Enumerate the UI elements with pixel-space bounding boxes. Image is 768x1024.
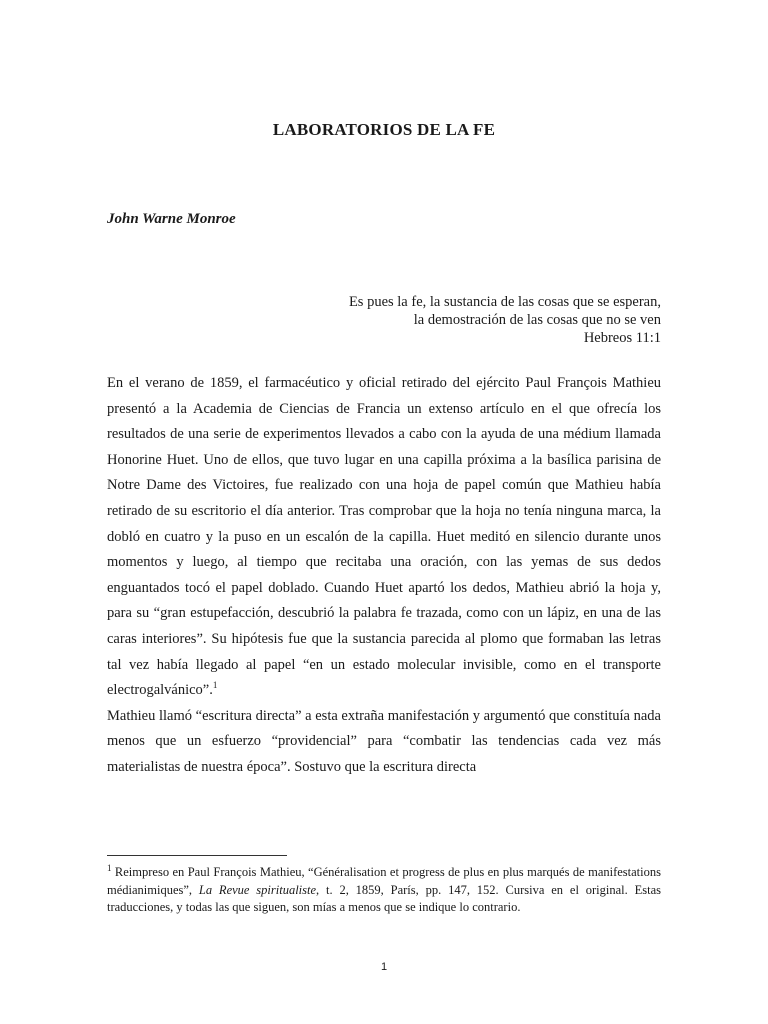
document-title: LABORATORIOS DE LA FE [272, 120, 496, 139]
paragraph-2: Mathieu llamó “escritura directa” a esta extraña manifestación y argumentó que constituía nada menos que un esfuerzo “providencial” para “combatir las tendencias cada vez más materialistas de nuestra época”. Sostuvo que la escritura directa [107, 707, 661, 775]
body-text [107, 371, 661, 781]
epigraph-line-2: la demostración de las cosas que no se ven [413, 312, 661, 328]
paragraph-1 [107, 371, 661, 704]
paragraph-1-text: En el verano de 1859, el farmacéutico y oficial retirado del ejército Paul François Mathieu presentó a la Academia de Ciencias de Francia un extenso artículo en el que ofrecía los resultados de una serie de experimentos llevados a cabo con la ayuda de una médium llamada Honorine Huet. Uno de ellos, que tuvo lugar en una capilla próxima a la basílica parisina de Notre Dame des Victoires, fue realizado con una hoja de papel común que Mathieu había retirado de su escritorio el día anterior. Tras comprobar que la hoja no tenía ninguna marca, la dobló en cuatro y la puso en un escalón de la capilla. Huet meditó en silencio durante unos momentos y luego, al tiempo que recitaba una oración, con las yemas de sus dedos enguantados tocó el papel doblado. Cuando Huet apartó los dedos, Mathieu abrió la hoja y, para su “gran estupefacción, descubrió la palabra fe trazada, como con un lápiz, en una de las caras interiores”. Su hipótesis fue que la sustancia parecida al plomo que formaban las letras tal vez había llegado al papel “en un estado molecular invisible, como en el transporte electrogalvánico”. [107, 375, 661, 699]
epigraph-line-1: Es pues la fe, la sustancia de las cosas que se esperan, [348, 294, 661, 310]
page-number: 1 [380, 961, 388, 973]
footnote-journal-title: La Revue spiritualiste [198, 882, 317, 897]
footnote-1 [107, 864, 661, 917]
footnote-text-after: , t. 2, 1859, París, pp. 147, 152. Cursiva en el original. Estas traducciones, y todas las que siguen, son mías a menos que se indique lo contrario. [107, 882, 661, 914]
footnote-marker: 1 [107, 862, 112, 873]
footnote-separator [107, 855, 287, 856]
footnote-reference[interactable]: 1 [212, 680, 218, 691]
epigraph [241, 293, 661, 347]
footnote-text-before: Reimpreso en Paul François Mathieu, “Généralisation et progress de plus en plus marqués de manifestations médianimiques”, [107, 865, 661, 897]
epigraph-source: Hebreos 11:1 [583, 330, 661, 346]
author-name: John Warne Monroe [107, 211, 236, 227]
